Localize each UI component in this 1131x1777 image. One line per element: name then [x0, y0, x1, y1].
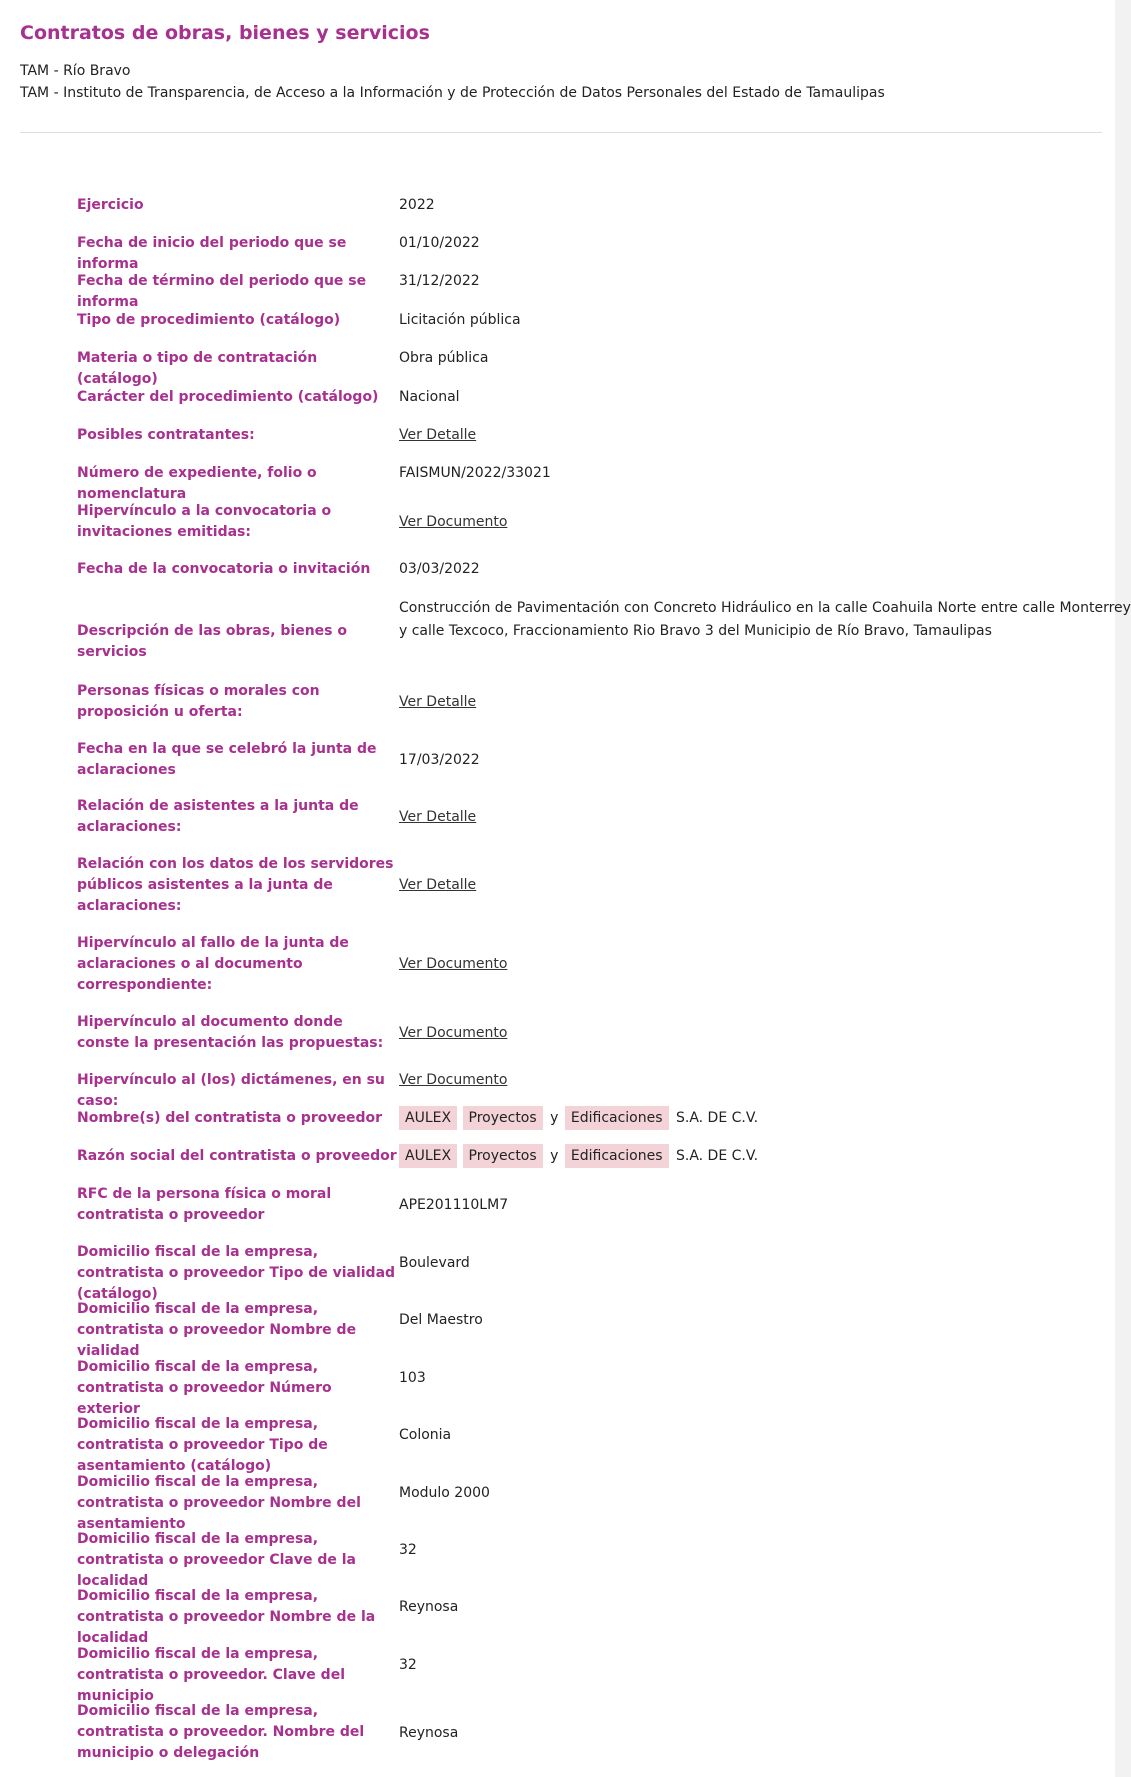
ver-documento-link[interactable]: Ver Documento: [399, 956, 508, 972]
field-value: 32: [399, 1542, 417, 1558]
field-label: Hipervínculo al documento donde conste la presentación las propuestas:: [77, 1014, 384, 1051]
ver-detalle-link[interactable]: Ver Detalle: [399, 877, 477, 893]
highlighted-word: AULEX: [399, 1106, 457, 1130]
field-value: [399, 1107, 1131, 1130]
field-value: Modulo 2000: [399, 1485, 490, 1501]
field-value: [399, 1145, 1131, 1168]
field-value: 31/12/2022: [399, 273, 480, 289]
word: S.A. DE C.V.: [675, 1110, 759, 1126]
field-label: RFC de la persona física o moral contratista o proveedor: [77, 1186, 332, 1223]
ver-detalle-link[interactable]: Ver Detalle: [399, 694, 477, 710]
field-label: Nombre(s) del contratista o proveedor: [77, 1110, 382, 1126]
field-value: Construcción de Pavimentación con Concreto Hidráulico en la calle Coahuila Norte entre calle Monterrey y calle Texcoco, Fraccionamiento Rio Bravo 3 del Municipio de Río Bravo, Tamaulipas: [399, 600, 1131, 639]
field-label: Hipervínculo a la convocatoria o invitaciones emitidas:: [77, 503, 332, 540]
field-label: Domicilio fiscal de la empresa, contratista o proveedor Clave de la localidad: [77, 1531, 356, 1589]
field-label: Carácter del procedimiento (catálogo): [77, 389, 379, 405]
field-value: APE201110LM7: [399, 1197, 509, 1213]
field-label: Razón social del contratista o proveedor: [77, 1148, 397, 1164]
highlighted-word: Proyectos: [463, 1144, 543, 1168]
field-label: Relación de asistentes a la junta de aclaraciones:: [77, 798, 359, 835]
field-label: Fecha de la convocatoria o invitación: [77, 561, 371, 577]
field-label: Hipervínculo al fallo de la junta de aclaraciones o al documento correspondiente:: [77, 935, 349, 993]
field-label: Fecha en la que se celebró la junta de aclaraciones: [77, 741, 377, 778]
field-label: Tipo de procedimiento (catálogo): [77, 312, 341, 328]
highlighted-word: Edificaciones: [565, 1144, 669, 1168]
field-label: Domicilio fiscal de la empresa, contratista o proveedor Tipo de asentamiento (catálogo): [77, 1416, 328, 1474]
field-label: Domicilio fiscal de la empresa, contratista o proveedor Número exterior: [77, 1359, 332, 1417]
field-label: Posibles contratantes:: [77, 427, 255, 443]
header-divider: [20, 132, 1102, 133]
ver-documento-link[interactable]: Ver Documento: [399, 1025, 508, 1041]
field-value: Del Maestro: [399, 1312, 483, 1328]
field-label: Hipervínculo al (los) dictámenes, en su caso:: [77, 1072, 385, 1109]
field-value: 2022: [399, 197, 435, 213]
ver-documento-link[interactable]: Ver Documento: [399, 514, 508, 530]
word: S.A. DE C.V.: [675, 1148, 759, 1164]
highlighted-word: AULEX: [399, 1144, 457, 1168]
field-value: Nacional: [399, 389, 460, 405]
field-label: Número de expediente, folio o nomenclatura: [77, 465, 317, 502]
field-value: 01/10/2022: [399, 235, 480, 251]
field-label: Domicilio fiscal de la empresa, contratista o proveedor Nombre de vialidad: [77, 1301, 357, 1359]
field-label: Materia o tipo de contratación (catálogo): [77, 350, 318, 387]
field-label: Personas físicas o morales con proposición u oferta:: [77, 683, 320, 720]
field-label: Domicilio fiscal de la empresa, contratista o proveedor Nombre de la localidad: [77, 1588, 376, 1646]
field-label: Domicilio fiscal de la empresa, contratista o proveedor Tipo de vialidad (catálogo): [77, 1244, 396, 1302]
field-value: 103: [399, 1370, 426, 1386]
page-title: Contratos de obras, bienes y servicios: [20, 22, 430, 44]
field-label: Domicilio fiscal de la empresa, contratista o proveedor. Nombre del municipio o delegación: [77, 1703, 365, 1761]
subject-entity: TAM - Río Bravo: [20, 63, 131, 79]
field-value: 32: [399, 1657, 417, 1673]
highlighted-word: Edificaciones: [565, 1106, 669, 1130]
field-value: Reynosa: [399, 1725, 459, 1741]
field-value: FAISMUN/2022/33021: [399, 465, 551, 481]
field-label: Domicilio fiscal de la empresa, contratista o proveedor. Clave del municipio: [77, 1646, 345, 1704]
field-value: Boulevard: [399, 1255, 470, 1271]
field-value: Colonia: [399, 1427, 452, 1443]
field-value: Obra pública: [399, 350, 489, 366]
ver-detalle-link[interactable]: Ver Detalle: [399, 809, 477, 825]
field-value: Licitación pública: [399, 312, 521, 328]
highlighted-word: Proyectos: [463, 1106, 543, 1130]
word: y: [550, 1148, 559, 1164]
guarantor-entity: TAM - Instituto de Transparencia, de Acceso a la Información y de Protección de Datos Personales del Estado de Tamaulipas: [20, 85, 885, 101]
field-value: Reynosa: [399, 1599, 459, 1615]
field-value: 03/03/2022: [399, 561, 480, 577]
ver-detalle-link[interactable]: Ver Detalle: [399, 427, 477, 443]
field-label: Relación con los datos de los servidores públicos asistentes a la junta de aclaraciones:: [77, 856, 394, 914]
field-label: Fecha de término del periodo que se informa: [77, 273, 367, 310]
field-label: Ejercicio: [77, 197, 144, 213]
ver-documento-link[interactable]: Ver Documento: [399, 1072, 508, 1088]
field-value: 17/03/2022: [399, 752, 480, 768]
field-label: Descripción de las obras, bienes o servicios: [77, 623, 347, 660]
word: y: [550, 1110, 559, 1126]
field-label: Fecha de inicio del periodo que se informa: [77, 235, 347, 272]
field-label: Domicilio fiscal de la empresa, contratista o proveedor Nombre del asentamiento: [77, 1474, 361, 1532]
